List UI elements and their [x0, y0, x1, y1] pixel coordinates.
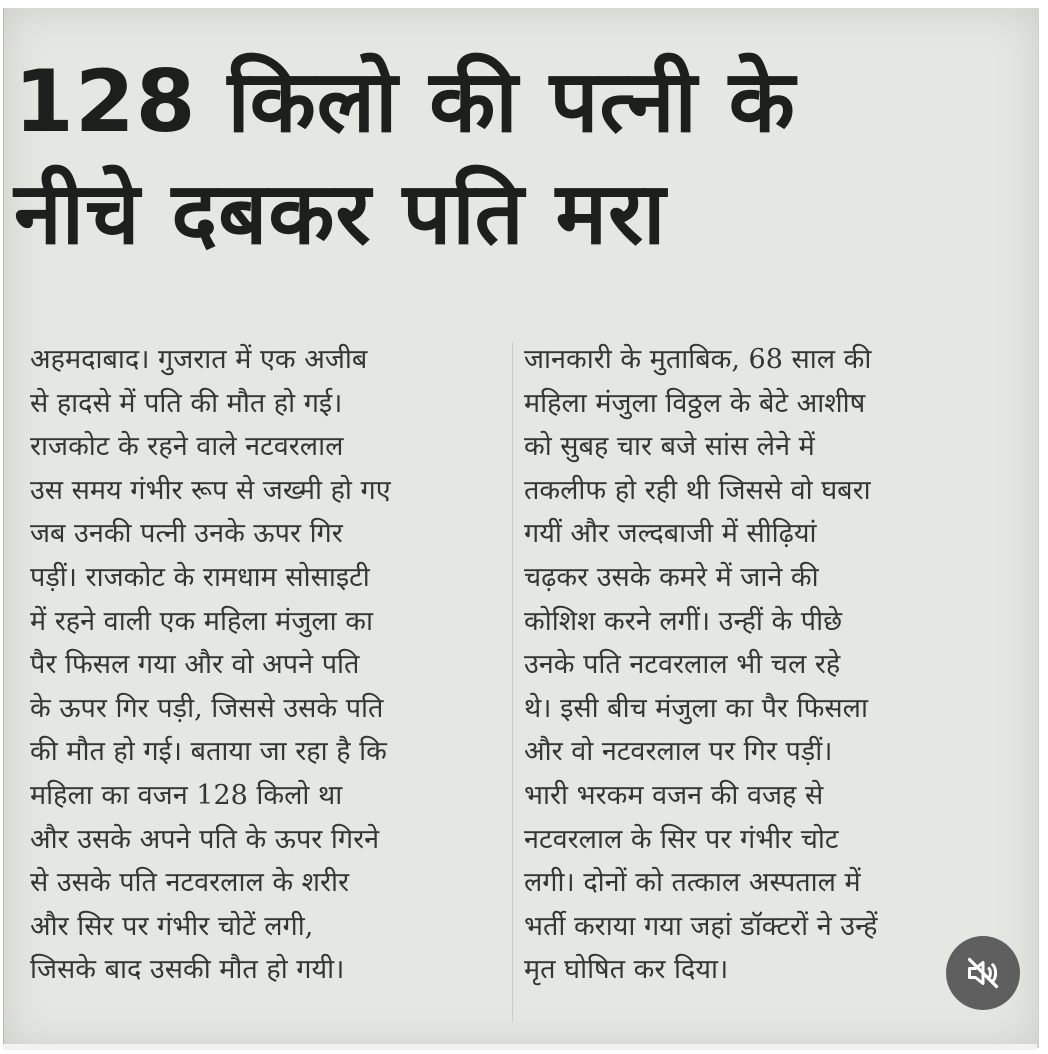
- article-column-left: [30, 338, 502, 992]
- article-line: तकलीफ हो रही थी जिससे वो घबरा: [524, 474, 871, 506]
- article-line: पड़ीं। राजकोट के रामधाम सोसाइटी: [30, 561, 370, 593]
- article-line: उनके पति नटवरलाल भी चल रहे: [524, 649, 841, 681]
- clipping-bottom-edge: [3, 1044, 1037, 1050]
- article-line: लगी। दोनों को तत्काल अस्पताल में: [524, 867, 861, 899]
- article-line: और वो नटवरलाल पर गिर पड़ीं।: [524, 736, 833, 768]
- column-divider: [512, 342, 513, 1022]
- article-line: भर्ती कराया गया जहां डॉक्टरों ने उन्हें: [524, 910, 878, 942]
- headline: [14, 46, 1024, 270]
- headline-line: नीचे दबकर पति मरा: [14, 164, 667, 264]
- article-line: के ऊपर गिर पड़ी, जिससे उसके पति: [30, 692, 384, 724]
- article-column-right: [524, 338, 1012, 992]
- article-line: की मौत हो गई। बताया जा रहा है कि: [30, 736, 387, 768]
- article-line: थे। इसी बीच मंजुला का पैर फिसला: [524, 692, 868, 724]
- mute-button[interactable]: [946, 936, 1020, 1010]
- article-line: महिला मंजुला विठ्ठल के बेटे आशीष: [524, 387, 866, 419]
- article-line: मृत घोषित कर दिया।: [524, 954, 729, 986]
- article-line: और उसके अपने पति के ऊपर गिरने: [30, 823, 380, 855]
- article-line: नटवरलाल के सिर पर गंभीर चोट: [524, 823, 839, 855]
- article-line: उस समय गंभीर रूप से जख्मी हो गए: [30, 474, 391, 506]
- article-line: जब उनकी पत्नी उनके ऊपर गिर: [30, 518, 343, 550]
- article-line: पैर फिसल गया और वो अपने पति: [30, 649, 360, 681]
- article-line: महिला का वजन 128 किलो था: [30, 779, 343, 811]
- article-line: राजकोट के रहने वाले नटवरलाल: [30, 431, 344, 463]
- headline-line: 128 किलो की पत्नी के: [14, 52, 796, 152]
- article-line: जिसके बाद उसकी मौत हो गयी।: [30, 954, 345, 986]
- speaker-muted-icon: [965, 955, 1001, 991]
- article-line: भारी भरकम वजन की वजह से: [524, 779, 824, 811]
- article-line: और सिर पर गंभीर चोटें लगी,: [30, 910, 314, 942]
- article-line: चढ़कर उसके कमरे में जाने की: [524, 561, 819, 593]
- article-line: गयीं और जल्दबाजी में सीढ़ियां: [524, 518, 817, 550]
- article-line: अहमदाबाद। गुजरात में एक अजीब: [30, 344, 368, 375]
- article-line: जानकारी के मुताबिक, 68 साल की: [524, 344, 872, 375]
- article-line: में रहने वाली एक महिला मंजुला का: [30, 605, 373, 637]
- article-line: को सुबह चार बजे सांस लेने में: [524, 431, 815, 463]
- article-line: कोशिश करने लगीं। उन्हीं के पीछे: [524, 605, 843, 637]
- article-line: से उसके पति नटवरलाल के शरीर: [30, 867, 350, 899]
- article-line: से हादसे में पति की मौत हो गई।: [30, 387, 343, 419]
